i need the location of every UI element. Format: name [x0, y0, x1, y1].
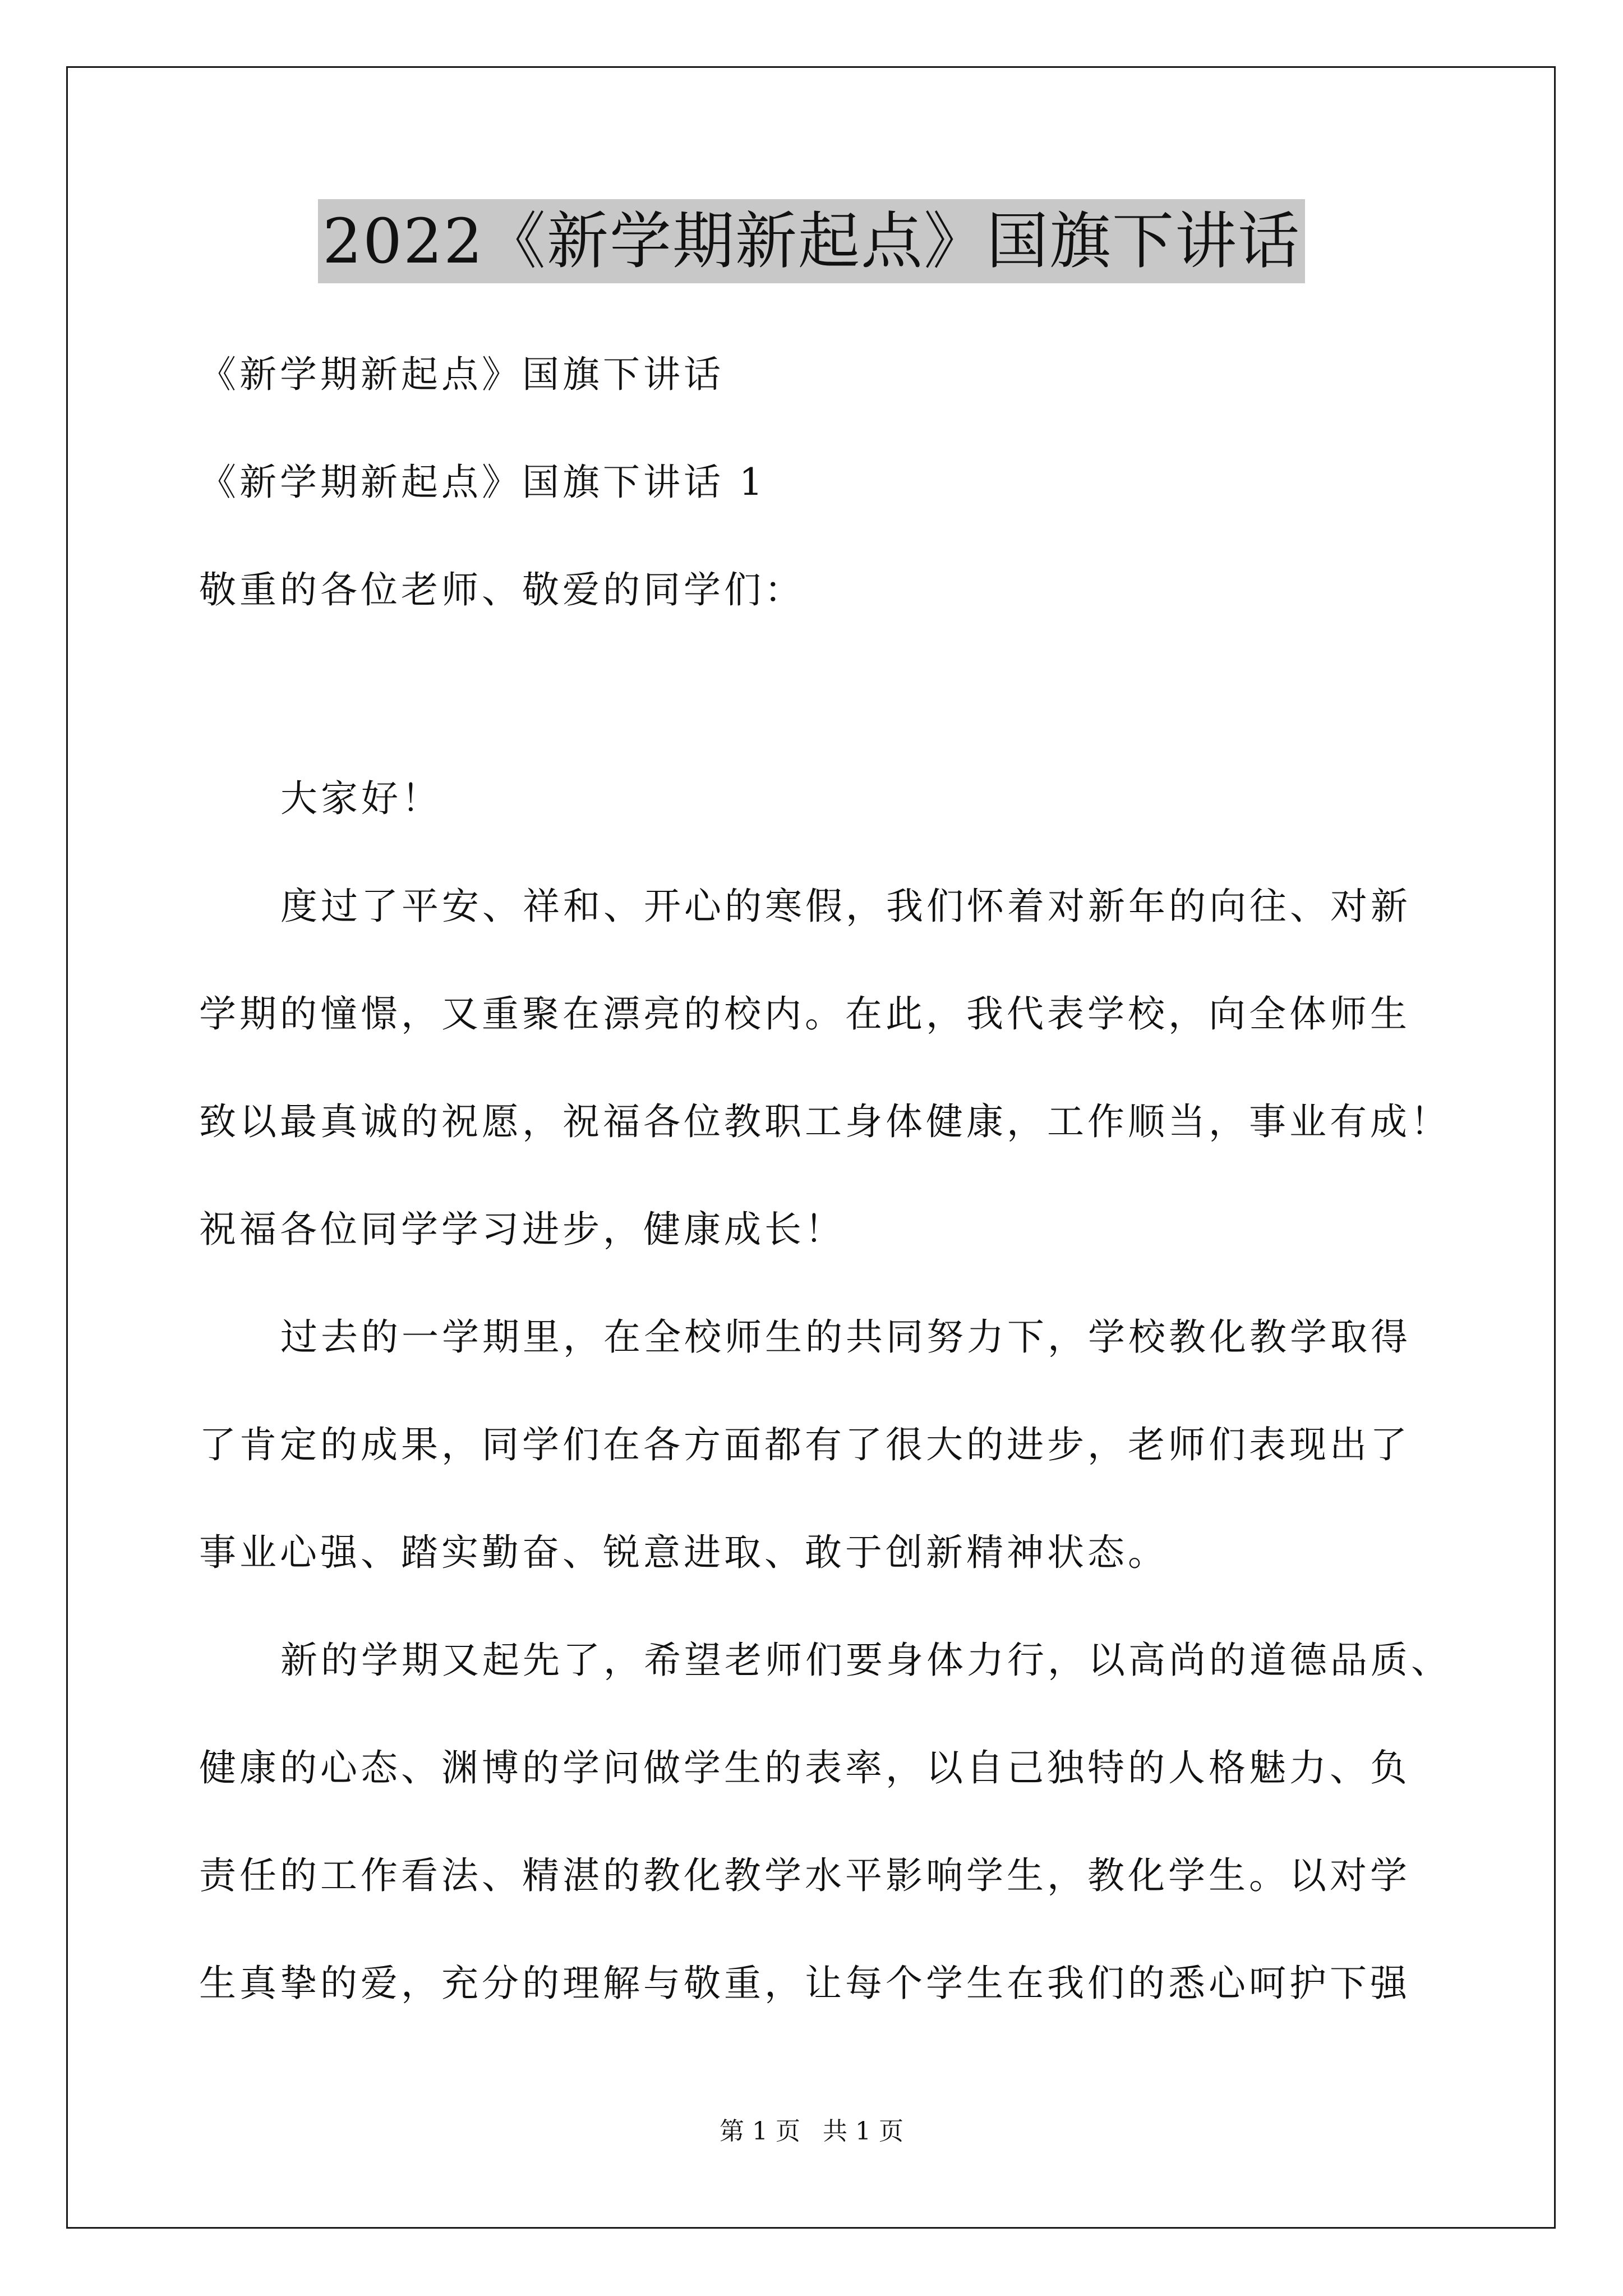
page-footer: [0, 2115, 1623, 2148]
paragraph-line: 大家好！: [280, 777, 442, 820]
paragraphs: [199, 772, 1489, 2064]
salutation: 敬重的各位老师、敬爱的同学们：: [199, 568, 805, 611]
paragraph-line: 生真挚的爱，充分的理解与敬重，让每个学生在我们的悉心呵护下强: [199, 1962, 1410, 2005]
paragraph-line: 学期的憧憬，又重聚在漂亮的校内。在此，我代表学校，向全体师生: [199, 992, 1410, 1036]
paragraph-line: 事业心强、踏实勤奋、锐意进取、敢于创新精神状态。: [199, 1531, 1168, 1574]
paragraph-line: 致以最真诚的祝愿，祝福各位教职工身体健康，工作顺当，事业有成！: [199, 1100, 1451, 1143]
subheading-1: 《新学期新起点》国旗下讲话: [199, 353, 724, 396]
document-title: 2022《新学期新起点》国旗下讲话: [318, 199, 1305, 283]
paragraph-line: 祝福各位同学学习进步，健康成长！: [199, 1208, 845, 1251]
paragraph-line: 健康的心态、渊博的学问做学生的表率，以自己独特的人格魅力、负: [199, 1746, 1410, 1789]
paragraph: [199, 1310, 1489, 1580]
paragraph: [199, 880, 1489, 1257]
paragraph: [199, 1634, 1489, 2010]
paragraph-line: 过去的一学期里，在全校师生的共同努力下，学校教化教学取得: [280, 1315, 1411, 1359]
paragraph: [199, 772, 1489, 826]
subheading-2: 《新学期新起点》国旗下讲话 1: [199, 461, 766, 504]
paragraph-line: 责任的工作看法、精湛的教化教学水平影响学生，教化学生。以对学: [199, 1854, 1410, 1897]
paragraph-line: 了肯定的成果，同学们在各方面都有了很大的进步，老师们表现出了: [199, 1423, 1410, 1466]
title-container: [0, 199, 1623, 283]
page-total: 共 1 页: [823, 2117, 903, 2146]
page-number: 第 1 页: [720, 2117, 800, 2146]
paragraph-line: 度过了平安、祥和、开心的寒假，我们怀着对新年的向往、对新: [280, 885, 1411, 928]
paragraph-line: 新的学期又起先了，希望老师们要身体力行，以高尚的道德品质、: [280, 1639, 1451, 1682]
